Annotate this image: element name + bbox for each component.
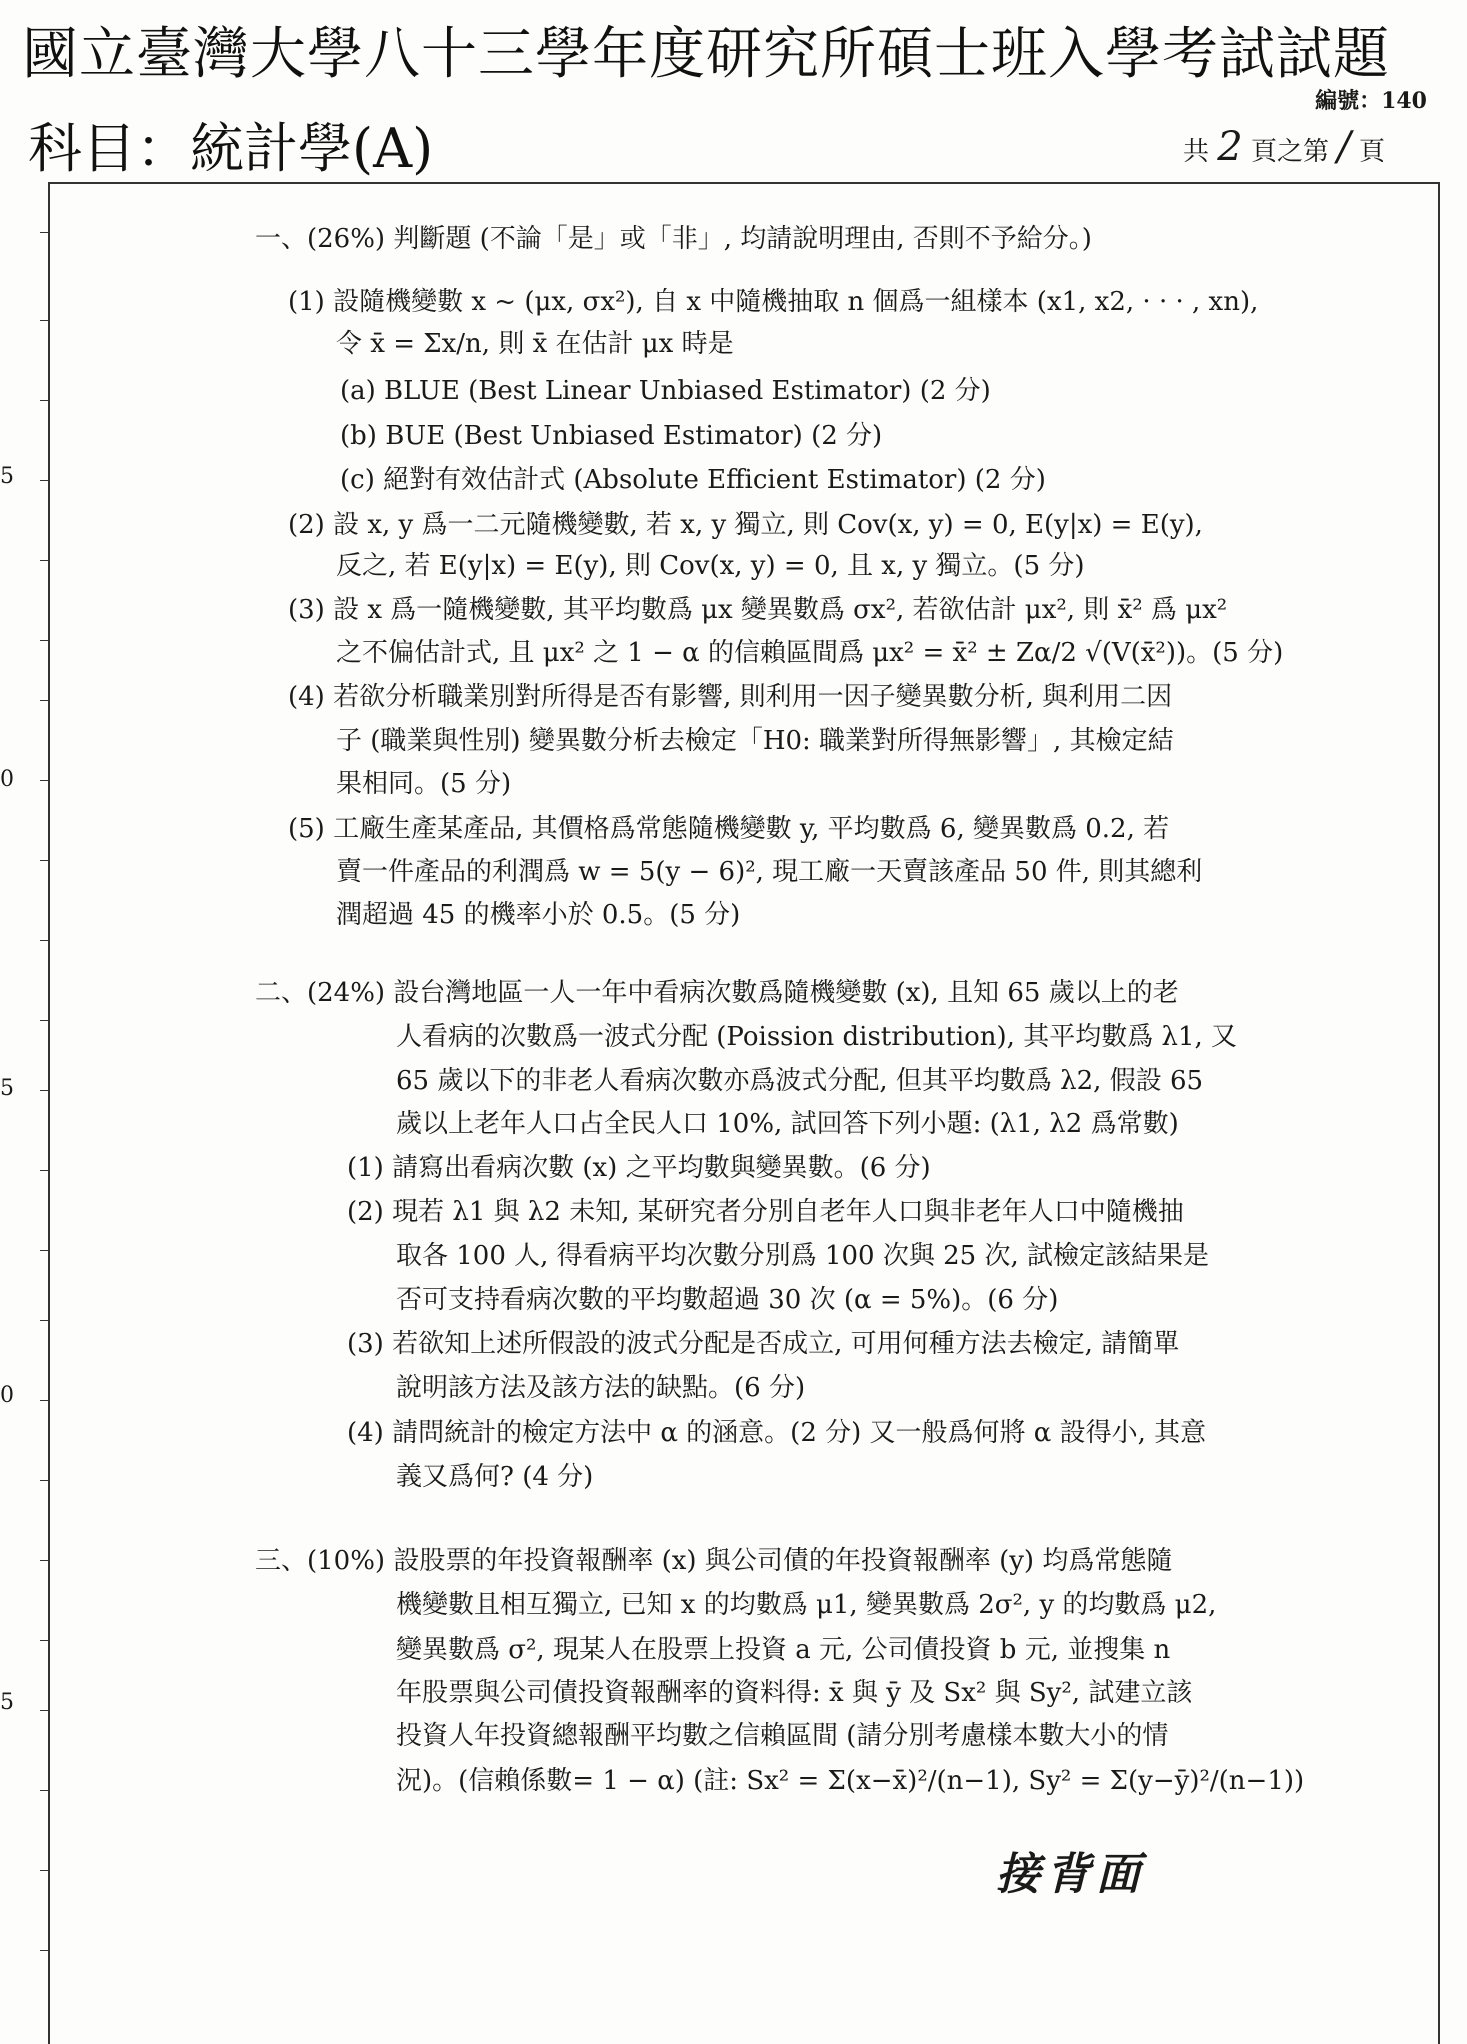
s1-q1-line2: 令 x̄ = Σx/n, 則 x̄ 在估計 μx 時是 [336,329,734,359]
s2-q2-line1: (2) 現若 λ1 與 λ2 未知, 某研究者分別自老年人口與非老年人口中隨機抽 [347,1197,1184,1227]
margin-tick [40,1640,48,1641]
s2-q4-line1: (4) 請問統計的檢定方法中 α 的涵意。(2 分) 又一般爲何將 α 設得小, 其意 [347,1418,1207,1448]
margin-tick [40,1250,48,1251]
margin-tick [40,400,48,401]
s1-q2-line2: 反之, 若 E(y|x) = E(y), 則 Cov(x, y) = 0, 且 x, y 獨立。(5 分) [336,551,1085,581]
s2-q3-line2: 說明該方法及該方法的缺點。(6 分) [396,1373,806,1403]
margin-tick [40,1170,48,1171]
section-3-heading: 三、(10%) 設股票的年投資報酬率 (x) 與公司債的年投資報酬率 (y) 均爲常態隨 [255,1546,1173,1576]
s3-line3: 變異數爲 σ², 現某人在股票上投資 a 元, 公司債投資 b 元, 並搜集 n [396,1635,1171,1665]
s2-q4-line2: 義又爲何? (4 分) [396,1462,594,1492]
s3-line4: 年股票與公司債投資報酬率的資料得: x̄ 與 ȳ 及 Sx² 與 Sy², 試建立該 [396,1678,1193,1708]
s1-q5-line2: 賣一件產品的利潤爲 w = 5(y − 6)², 現工廠一天賣該產品 50 件, 則其總利 [336,857,1203,887]
s2-q2-line2: 取各 100 人, 得看病平均次數分別爲 100 次與 25 次, 試檢定該結果是 [396,1241,1209,1271]
s2-para-line3: 65 歲以下的非老人看病次數亦爲波式分配, 但其平均數爲 λ2, 假設 65 [396,1066,1204,1096]
s1-q4-line2: 子 (職業與性別) 變異數分析去檢定「H0: 職業對所得無影響」, 其檢定結 [336,726,1174,756]
margin-tick [40,1020,48,1021]
s1-q1-option-a: (a) BLUE (Best Linear Unbiased Estimator) (2 分) [340,376,991,406]
page-prefix: 共 [1182,137,1209,167]
page-suffix: 頁 [1358,137,1385,167]
margin-label: 5 [0,1690,14,1715]
s1-q5-line1: (5) 工廠生產某產品, 其價格爲常態隨機變數 y, 平均數爲 6, 變異數爲 0.2, 若 [288,814,1170,844]
s1-q3-line2: 之不偏估計式, 且 μx² 之 1 − α 的信賴區間爲 μx² = x̄² ± Zα/2 √(V(x̄²))。(5 分) [336,638,1284,668]
margin-tick [40,1320,48,1321]
margin-label: 5 [0,1076,14,1101]
s1-q3-line1: (3) 設 x 爲一隨機變數, 其平均數爲 μx 變異數爲 σx², 若欲估計 μx², 則 x̄² 爲 μx² [288,595,1228,625]
section-1-heading: 一、(26%) 判斷題 (不論「是」或「非」, 均請說明理由, 否則不予給分。) [255,224,1092,254]
margin-tick [40,232,48,233]
s2-para-line4: 歲以上老年人口占全民人口 10%, 試回答下列小題: (λ1, λ2 爲常數) [396,1109,1179,1139]
margin-tick [40,940,48,941]
page-mid: 頁之第 [1250,137,1329,167]
margin-tick [40,1400,48,1401]
page-current: / [1337,124,1351,170]
s1-q4-line3: 果相同。(5 分) [336,769,512,799]
exam-serial-number: 編號：140 [1315,88,1427,114]
margin-tick [40,1870,48,1871]
margin-tick [40,1090,48,1091]
margin-tick [40,780,48,781]
margin-tick [40,1790,48,1791]
exam-title: 國立臺灣大學八十三學年度研究所碩士班入學考試試題 [22,22,1390,87]
s2-q1: (1) 請寫出看病次數 (x) 之平均數與變異數。(6 分) [347,1153,931,1183]
margin-label: 0 [0,767,14,792]
s3-line2: 機變數且相互獨立, 已知 x 的均數爲 μ1, 變異數爲 2σ², y 的均數爲 μ2, [396,1590,1217,1620]
s2-q2-line3: 否可支持看病次數的平均數超過 30 次 (α = 5%)。(6 分) [396,1285,1059,1315]
s2-para-line2: 人看病的次數爲一波式分配 (Poission distribution), 其平均數爲 λ1, 又 [396,1022,1238,1052]
margin-tick [40,1710,48,1711]
s3-line6: 況)。(信賴係數= 1 − α) (註: Sx² = Σ(x−x̄)²/(n−1), Sy² = Σ(y−ȳ)²/(n−1)) [396,1766,1305,1796]
margin-tick [40,700,48,701]
s1-q1-option-b: (b) BUE (Best Unbiased Estimator) (2 分) [340,421,883,451]
margin-label: 5 [0,464,14,489]
margin-tick [40,860,48,861]
s1-q1-line1: (1) 設隨機變數 x ~ (μx, σx²), 自 x 中隨機抽取 n 個爲一組樣本 (x1, x2, · · · , xn), [288,287,1259,317]
margin-tick [40,560,48,561]
s1-q5-line3: 潤超過 45 的機率小於 0.5。(5 分) [336,900,741,930]
margin-label: 0 [0,1383,14,1408]
page-indicator [1183,124,1385,170]
s3-line5: 投資人年投資總報酬平均數之信賴區間 (請分別考慮樣本數大小的情 [396,1721,1169,1751]
margin-tick [40,640,48,641]
s1-q2-line1: (2) 設 x, y 爲一二元隨機變數, 若 x, y 獨立, 則 Cov(x, y) = 0, E(y|x) = E(y), [288,510,1203,540]
section-2-heading: 二、(24%) 設台灣地區一人一年中看病次數爲隨機變數 (x), 且知 65 歲以上的老 [255,978,1179,1008]
subject-title: 科目：統計學(A) [28,117,434,180]
s1-q1-option-c: (c) 絕對有效估計式 (Absolute Efficient Estimator) (2 分) [340,465,1046,495]
margin-tick [40,1950,48,1951]
margin-tick [40,1560,48,1561]
margin-tick [40,480,48,481]
continue-on-back-note: 接背面 [996,1849,1146,1900]
s1-q4-line1: (4) 若欲分析職業別對所得是否有影響, 則利用一因子變異數分析, 與利用二因 [288,682,1173,712]
margin-tick [40,320,48,321]
margin-tick [40,1480,48,1481]
s2-q3-line1: (3) 若欲知上述所假設的波式分配是否成立, 可用何種方法去檢定, 請簡單 [347,1329,1180,1359]
page-total: 2 [1217,124,1243,170]
